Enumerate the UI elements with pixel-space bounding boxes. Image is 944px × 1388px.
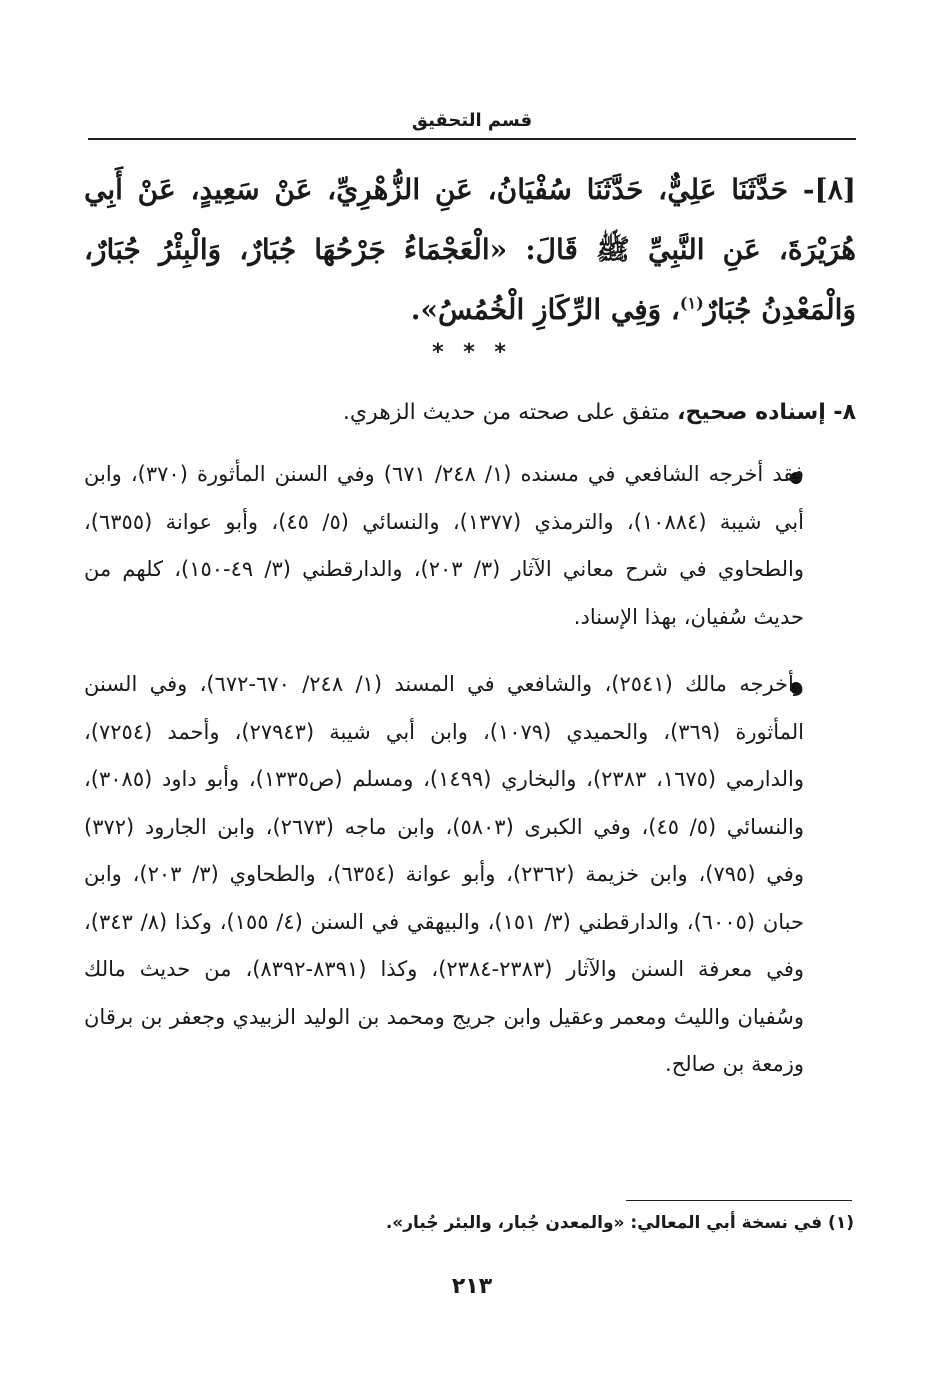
footnote-rule (626, 1200, 852, 1201)
running-head: قسم التحقيق (411, 110, 533, 131)
isnad-summary (84, 390, 856, 436)
footnote-marker: (١) (679, 293, 704, 313)
hadith-text (84, 160, 856, 340)
footnote-number: (١) (828, 1213, 854, 1233)
header-rule (88, 138, 856, 140)
hadith-ending: ، وَفِي الرِّكَازِ الْخُمُسُ». (410, 293, 680, 326)
section-divider: * * * (432, 340, 512, 365)
isnad-summary-text: متفق على صحته من حديث الزهري. (342, 400, 678, 425)
page-number: ٢١٣ (451, 1274, 493, 1299)
list-item: وأخرجه مالك (٢٥٤١)، والشافعي في المسند (١/ ٢٤٨/ ٦٧٠-٦٧٢)، وفي السنن المأثورة (٣٦٩)، والحميدي (١٠٧٩)، وابن أبي شيبة (٢٧٩٤٣)، وأحمد (٧٢٥٤)، والدارمي (١٦٧٥، ٢٣٨٣)، والبخاري (١٤٩٩)، ومسلم (ص١٣٣٥)، وأبو داود (٣٠٨٥)، والنسائي (٥/ ٤٥)، وفي الكبرى (٥٨٠٣)، وابن ماجه (٢٦٧٣)، وابن الجارود (٣٧٢) وفي (٧٩٥)، وابن خزيمة (٢٣٦٢)، وأبو عوانة (٦٣٥٤)، والطحاوي (٣/ ٢٠٣)، وابن حبان (٦٠٠٥)، والدارقطني (٣/ ١٥١)، والبيهقي في السنن (٤/ ١٥٥)، وكذا (٨/ ٣٤٣)، وفي معرفة السنن والآثار (٢٣٨٣-٢٣٨٤)، وكذا (٨٣٩١-٨٣٩٢)، من حديث مالك وسُفيان والليث ومعمر وعقيل وابن جريج ومحمد بن الوليد الزبيدي وجعفر بن برقان وزمعة بن صالح. (84, 672, 804, 1076)
isnad-summary-label: ٨- إسناده صحيح، (677, 400, 856, 425)
hadith-body: [٨]- حَدَّثَنَا عَلِيٌّ، حَدَّثَنَا سُفْيَانُ، عَنِ الزُّهْرِيِّ، عَنْ سَعِيدٍ، عَنْ أَبِي هُرَيْرَةَ، عَنِ النَّبِيِّ ﷺ قَالَ: «الْعَجْمَاءُ جَرْحُهَا جُبَارٌ، وَالْبِئْرُ جُبَارٌ، وَالْمَعْدِنُ جُبَارٌ (84, 173, 856, 326)
footnote (250, 1206, 854, 1240)
footnote-text: في نسخة أبي المعالي: «والمعدن جُبار، والبئر جُبار». (385, 1213, 829, 1233)
list-item: فقد أخرجه الشافعي في مسنده (١/ ٢٤٨/ ٦٧١) وفي السنن المأثورة (٣٧٠)، وابن أبي شيبة (١٠٨٨٤)، والترمذي (١٣٧٧)، والنسائي (٥/ ٤٥)، وأبو عوانة (٦٣٥٥)، والطحاوي في شرح معاني الآثار (٣/ ٢٠٣)، والدارقطني (٣/ ٤٩-١٥٠)، كلهم من حديث سُفيان، بهذا الإسناد. (84, 462, 805, 629)
